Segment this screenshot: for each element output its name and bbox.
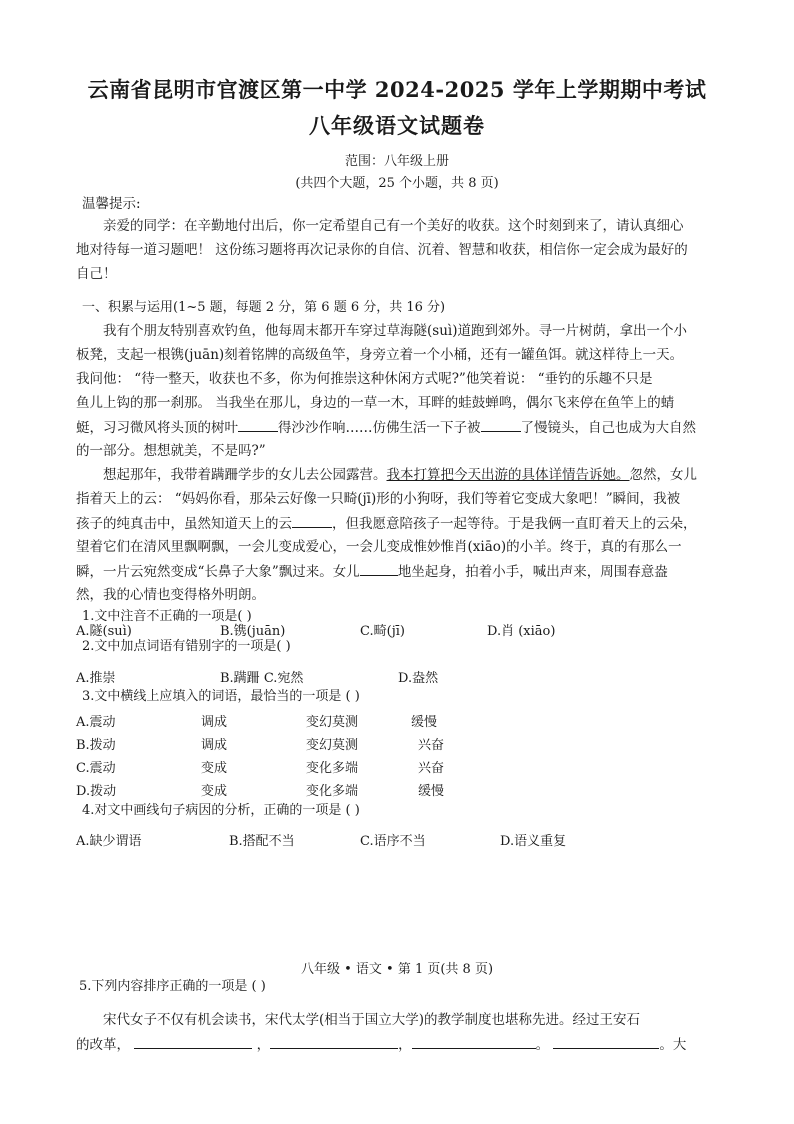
passage-line xyxy=(103,465,697,485)
q3-option-a-word2: 调成 xyxy=(201,715,228,730)
passage-line xyxy=(76,417,696,438)
q1-option-b[interactable]: B.镌(juān) xyxy=(220,624,286,639)
q3-option-d-word1[interactable]: D.拨动 xyxy=(76,784,117,799)
passage-text: ， xyxy=(256,1037,271,1053)
q3-option-b-word4: 兴奋 xyxy=(418,738,445,753)
fill-blank-3[interactable] xyxy=(292,513,332,528)
passage-text: 的改革， xyxy=(76,1037,130,1053)
q1-option-c[interactable]: C.畸(jī) xyxy=(360,624,405,639)
passage-line xyxy=(76,561,668,582)
q3-option-b-word2: 调成 xyxy=(201,738,228,753)
q3-option-b-word1[interactable]: B.拨动 xyxy=(76,738,116,753)
passage-text: 。 xyxy=(535,1037,550,1053)
passage-line: 板凳，支起一根镌(juān)刻着铭牌的高级鱼竿，身旁立着一个小桶，还有一罐鱼饵。就这样待上一天。 xyxy=(76,347,684,363)
q3-option-a-word4: 缓慢 xyxy=(411,715,438,730)
passage-text: 地坐起身，拍着小手，喊出声来，周围春意盎 xyxy=(397,564,668,580)
exam-summary: (共四个大题，25 个小题，共 8 页) xyxy=(295,176,499,191)
passage-line: 我问他： “待一整天，收获也不多，你为何推崇这种休闲方式呢?”他笑着说： “垂钓的乐趣不只是 xyxy=(76,371,653,387)
exam-title: 云南省昆明市官渡区第一中学 2024-2025 学年上学期期中考试 xyxy=(87,77,707,102)
fill-blank-4[interactable] xyxy=(360,561,398,576)
q3-option-d-word2: 变成 xyxy=(201,784,228,799)
question-3-stem: 3.文中横线上应填入的词语，最恰当的一项是 ( ) xyxy=(82,689,360,704)
q3-option-a-word1[interactable]: A.震动 xyxy=(76,715,116,730)
q3-option-b-word3: 变幻莫测 xyxy=(306,738,359,753)
q3-option-c-word2: 变成 xyxy=(201,761,228,776)
sort-blank-3[interactable] xyxy=(412,1034,536,1049)
passage-text: ， xyxy=(398,1037,412,1053)
passage-line: 宋代女子不仅有机会读书，宋代太学(相当于国立大学)的教学制度也堪称先进。经过王安石 xyxy=(103,1012,641,1028)
passage-text: 孩子的纯真击中，虽然知道天上的云 xyxy=(76,516,292,532)
passage-line: 鱼儿上钩的那一刹那。 当我坐在那儿，身边的一草一木，耳畔的蛙鼓蝉鸣，偶尔飞来停在鱼竿上的蜻 xyxy=(76,395,675,411)
passage-line xyxy=(76,513,697,534)
passage-line: 望着它们在清风里飘啊飘，一会儿变成爱心，一会儿变成惟妙惟肖(xiāo)的小羊。终于，真的有那么一 xyxy=(76,539,682,555)
q3-option-d-word3: 变化多端 xyxy=(306,784,359,799)
passage-line xyxy=(76,1034,686,1055)
question-2-stem: 2.文中加点词语有错别字的一项是( ) xyxy=(82,639,291,654)
passage-text: 了慢镜头，自己也成为大自然 xyxy=(520,420,696,436)
q4-option-d[interactable]: D.语义重复 xyxy=(500,834,567,849)
q4-option-a[interactable]: A.缺少谓语 xyxy=(76,834,142,849)
passage-text: 。大 xyxy=(659,1037,687,1053)
q4-option-b[interactable]: B.搭配不当 xyxy=(229,834,295,849)
question-5-stem: 5.下列内容排序正确的一项是 ( ) xyxy=(79,979,266,994)
passage-text: 蜓，习习微风将头顶的树叶 xyxy=(76,420,238,436)
passage-line: 我有个朋友特别喜欢钓鱼，他每周末都开车穿过草海隧(suì)道跑到郊外。寻一片树荫，拿出一个小 xyxy=(103,323,687,339)
q1-option-a[interactable]: A.隧(suì) xyxy=(76,624,132,639)
sort-blank-2[interactable] xyxy=(270,1034,398,1049)
exam-subtitle: 八年级语文试题卷 xyxy=(309,113,485,138)
fill-blank-2[interactable] xyxy=(481,417,521,432)
q2-option-bc[interactable]: B.蹒跚 C.宛然 xyxy=(220,671,304,686)
q3-option-c-word3: 变化多端 xyxy=(306,761,359,776)
q2-option-d[interactable]: D.盎然 xyxy=(398,671,439,686)
q3-option-a-word3: 变幻莫测 xyxy=(306,715,359,730)
passage-text: 得沙沙作响……仿佛生活一下子被 xyxy=(278,420,481,436)
fill-blank-1[interactable] xyxy=(238,417,278,432)
passage-text: 瞬，一片云宛然变成“长鼻子大象”飘过来。女儿 xyxy=(76,564,360,580)
passage-line: 指着天上的云： “妈妈你看，那朵云好像一只畸(jī)形的小狗呀，我们等着它变成大象吧！”瞬间，我被 xyxy=(76,491,681,507)
passage-text: 忽然，女儿 xyxy=(629,467,697,483)
tips-line: 地对待每一道习题吧！ 这份练习题将再次记录你的自信、沉着、智慧和收获，相信你一定会成为最好的 xyxy=(76,242,688,258)
page-footer: 八年级 • 语文 • 第 1 页(共 8 页) xyxy=(300,962,494,977)
q3-option-d-word4: 缓慢 xyxy=(418,784,445,799)
exam-scope: 范围：八年级上册 xyxy=(344,154,449,169)
q1-option-d[interactable]: D.肖 (xiāo) xyxy=(487,624,556,639)
question-4-stem: 4.对文中画线句子病因的分析，正确的一项是 ( ) xyxy=(82,803,360,818)
q4-option-c[interactable]: C.语序不当 xyxy=(360,834,426,849)
sort-blank-1[interactable] xyxy=(134,1034,252,1049)
tips-line: 亲爱的同学：在辛勤地付出后，你一定希望自己有一个美好的收获。这个时刻到来了，请认真细心 xyxy=(103,218,684,234)
passage-text: 想起那年，我带着蹒跚学步的女儿去公园露营。 xyxy=(103,467,387,483)
q2-option-a[interactable]: A.推崇 xyxy=(76,671,116,686)
tips-label: 温馨提示: xyxy=(82,196,141,212)
passage-line: 然，我的心情也变得格外明朗。 xyxy=(76,587,265,603)
passage-text: ，但我愿意陪孩子一起等待。于是我俩一直盯着天上的云朵， xyxy=(332,516,697,532)
section-heading: 一、积累与运用(1~5 题，每题 2 分，第 6 题 6 分，共 16 分) xyxy=(82,300,446,315)
q3-option-c-word1[interactable]: C.震动 xyxy=(76,761,116,776)
underlined-sentence: 我本打算把今天出游的具体详情告诉她。 xyxy=(386,467,630,483)
tips-line: 自己！ xyxy=(76,266,117,282)
passage-line: 的一部分。想想就美，不是吗?” xyxy=(76,443,266,459)
q3-option-c-word4: 兴奋 xyxy=(418,761,445,776)
question-1-stem: 1.文中注音不正确的一项是( ) xyxy=(82,609,252,624)
sort-blank-4[interactable] xyxy=(553,1034,659,1049)
